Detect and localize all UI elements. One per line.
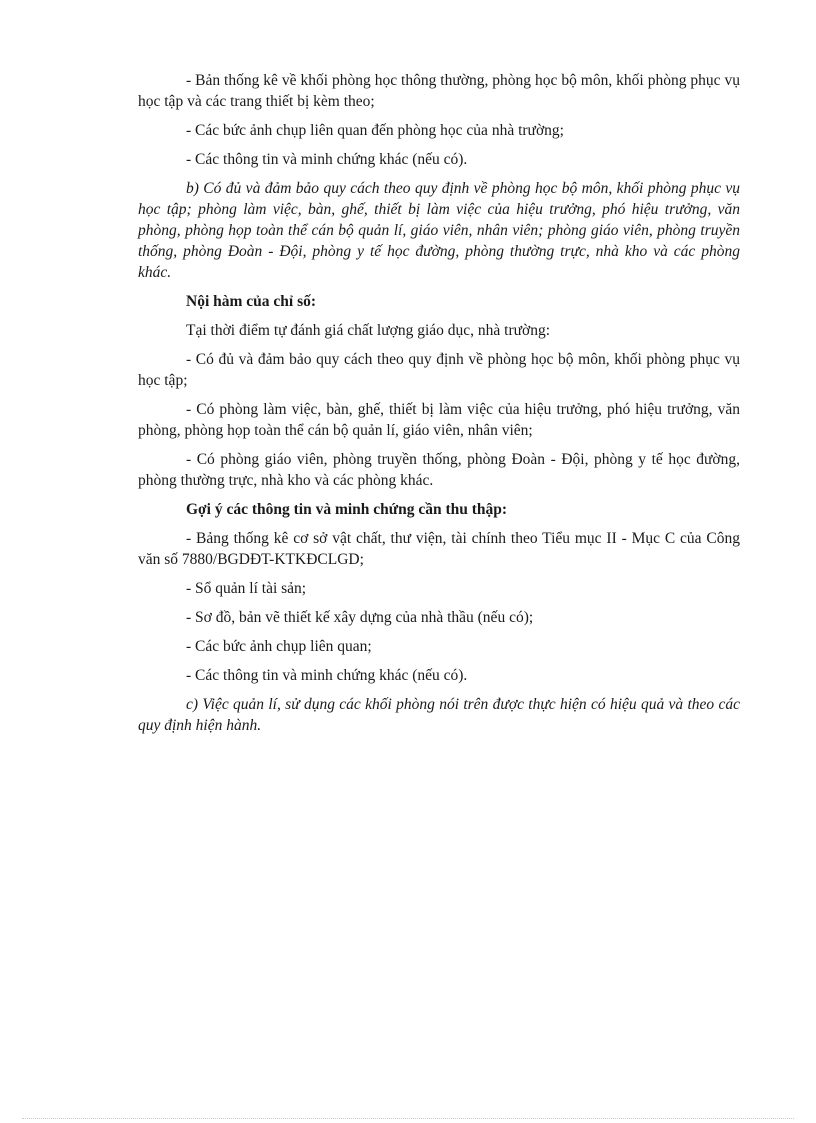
- paragraph-photos-rooms: - Các bức ảnh chụp liên quan đến phòng học của nhà trường;: [186, 122, 564, 139]
- paragraph-stats-rooms: - Bản thống kê về khối phòng học thông thường, phòng học bộ môn, khối phòng phục vụ học tập và các trang thiết bị kèm theo;: [138, 72, 740, 110]
- paragraph-asset-book: - Sổ quản lí tài sản;: [186, 580, 307, 597]
- paragraph-office-rooms: - Có phòng làm việc, bàn, ghế, thiết bị làm việc của hiệu trưởng, phó hiệu trưởng, văn phòng, phòng họp toàn thể cán bộ quản lí, giáo viên, nhân viên;: [138, 401, 740, 439]
- heading-evidence-suggestions: Gợi ý các thông tin và minh chứng cần thu thập:: [186, 501, 508, 518]
- paragraph-facility-stats: - Bảng thống kê cơ sở vật chất, thư viện, tài chính theo Tiểu mục II - Mục C của Công văn số 7880/BGDĐT-KTKĐCLGD;: [138, 530, 740, 568]
- paragraph-other-evidence-2: - Các thông tin và minh chứng khác (nếu có).: [186, 667, 468, 684]
- document-body: [138, 70, 740, 744]
- paragraph-other-rooms: - Có phòng giáo viên, phòng truyền thống, phòng Đoàn - Đội, phòng y tế học đường, phòng thường trực, nhà kho và các phòng khác.: [138, 451, 740, 489]
- paragraph-related-photos: - Các bức ảnh chụp liên quan;: [186, 638, 372, 655]
- paragraph-self-assessment: Tại thời điểm tự đánh giá chất lượng giáo dục, nhà trường:: [186, 322, 551, 339]
- criterion-b: b) Có đủ và đảm bảo quy cách theo quy định về phòng học bộ môn, khối phòng phục vụ học tập; phòng làm việc, bàn, ghế, thiết bị làm việc của hiệu trưởng, phó hiệu trưởng, văn phòng, phòng họp toàn thể cán bộ quản lí, giáo viên, nhân viên; phòng giáo viên, phòng truyền thống, phòng Đoàn - Đội, phòng y tế học đường, phòng thường trực, nhà kho và các phòng khác.: [138, 180, 740, 281]
- page-bottom-rule: [22, 1118, 794, 1119]
- paragraph-construction-drawings: - Sơ đồ, bản vẽ thiết kế xây dựng của nhà thầu (nếu có);: [186, 609, 534, 626]
- criterion-c: c) Việc quản lí, sử dụng các khối phòng nói trên được thực hiện có hiệu quả và theo các quy định hiện hành.: [138, 696, 740, 734]
- heading-indicator-content: Nội hàm của chỉ số:: [186, 293, 317, 310]
- paragraph-subject-rooms: - Có đủ và đảm bảo quy cách theo quy định về phòng học bộ môn, khối phòng phục vụ học tập;: [138, 351, 740, 389]
- paragraph-other-evidence: - Các thông tin và minh chứng khác (nếu có).: [186, 151, 468, 168]
